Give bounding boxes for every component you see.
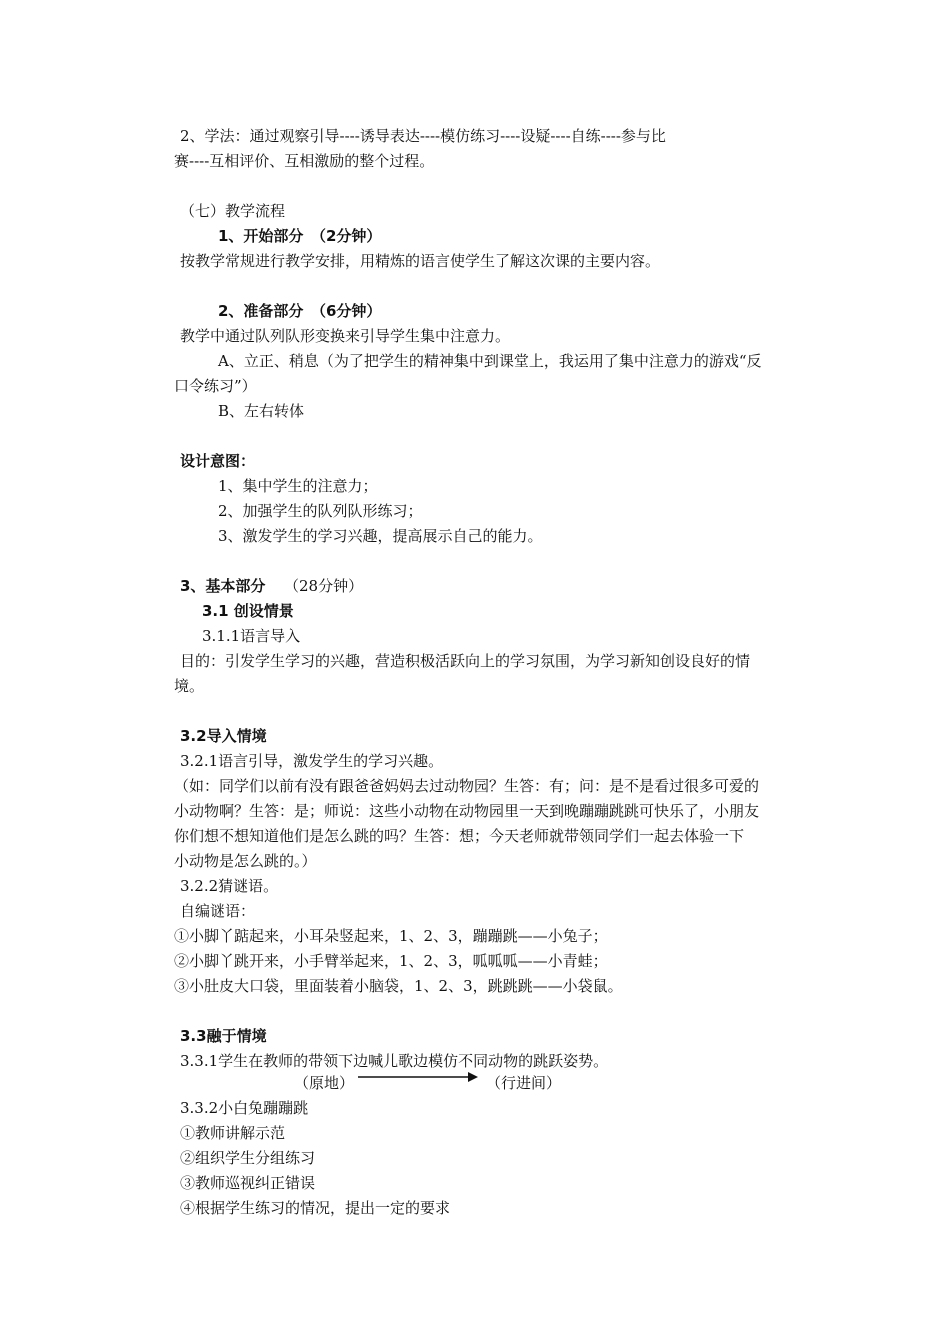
subsection-3-3-heading: 3.3融于情境 (180, 1027, 267, 1045)
part-2-text: 教学中通过队列队形变换来引导学生集中注意力。 (180, 327, 511, 345)
step-1: ①教师讲解示范 (180, 1124, 286, 1142)
subsection-3-3-1: 3.3.1学生在教师的带领下边喊儿歌边模仿不同动物的跳跃姿势。 (180, 1052, 609, 1070)
example-dialogue-line-2: 小动物啊？生答：是；师说：这些小动物在动物园里一天到晚蹦蹦跳跳可快乐了，小朋友 (174, 802, 760, 820)
subsection-3-3-2: 3.3.2小白兔蹦蹦跳 (180, 1099, 309, 1117)
part-2-heading: 2、准备部分 （6分钟） (218, 302, 382, 320)
part-1-text: 按教学常规进行教学安排，用精炼的语言使学生了解这次课的主要内容。 (180, 252, 661, 270)
subsection-3-2-heading: 3.2导入情境 (180, 727, 267, 745)
study-method-line-1: 2、学法：通过观察引导----诱导表达----模仿练习----设疑----自练----参与比 (180, 127, 666, 145)
section-heading-teaching-flow: （七）教学流程 (180, 202, 286, 220)
part-3-duration: （28分钟） (284, 577, 364, 595)
design-intent-item-1: 1、集中学生的注意力； (218, 477, 378, 495)
design-intent-heading: 设计意图： (180, 452, 256, 470)
example-dialogue-line-4: 小动物是怎么跳的。） (174, 852, 317, 870)
right-arrow-icon (356, 1070, 480, 1084)
riddle-3: ③小肚皮大口袋，里面装着小脑袋，1、2、3，跳跳跳——小袋鼠。 (174, 977, 623, 995)
purpose-line-2: 境。 (174, 677, 205, 695)
riddle-1: ①小脚丫踮起来，小耳朵竖起来，1、2、3，蹦蹦跳——小兔子； (174, 927, 608, 945)
design-intent-item-3: 3、激发学生的学习兴趣，提高展示自己的能力。 (218, 527, 543, 545)
design-intent-item-2: 2、加强学生的队列队形练习； (218, 502, 423, 520)
step-3: ③教师巡视纠正错误 (180, 1174, 316, 1192)
riddle-heading: 自编谜语： (180, 902, 256, 920)
purpose-line-1: 目的：引发学生学习的兴趣，营造积极活跃向上的学习氛围，为学习新知创设良好的情 (180, 652, 751, 670)
step-2: ②组织学生分组练习 (180, 1149, 316, 1167)
part-2-item-b: B、左右转体 (218, 402, 305, 420)
subsection-3-1-1: 3.1.1语言导入 (202, 627, 301, 645)
subsection-3-1-heading: 3.1 创设情景 (202, 602, 294, 620)
label-moving: （行进间） (486, 1074, 562, 1092)
study-method-line-2: 赛----互相评价、互相激励的整个过程。 (174, 152, 435, 170)
step-4: ④根据学生练习的情况，提出一定的要求 (180, 1199, 451, 1217)
part-2-item-a-line-2: 口令练习”） (174, 377, 257, 395)
label-in-place: （原地） (294, 1074, 355, 1092)
part-3-heading: 3、基本部分 (180, 577, 266, 595)
part-2-item-a-line-1: A、立正、稍息（为了把学生的精神集中到课堂上，我运用了集中注意力的游戏“反 (218, 352, 762, 370)
subsection-3-2-1: 3.2.1语言引导，激发学生的学习兴趣。 (180, 752, 444, 770)
example-dialogue-line-1: （如：同学们以前有没有跟爸爸妈妈去过动物园？生答：有；问：是不是看过很多可爱的 (174, 777, 760, 795)
part-1-heading: 1、开始部分 （2分钟） (218, 227, 382, 245)
subsection-3-2-2: 3.2.2猜谜语。 (180, 877, 279, 895)
riddle-2: ②小脚丫跳开来，小手臂举起来，1、2、3，呱呱呱——小青蛙； (174, 952, 608, 970)
example-dialogue-line-3: 你们想不想知道他们是怎么跳的吗？生答：想；今天老师就带领同学们一起去体验一下 (174, 827, 745, 845)
